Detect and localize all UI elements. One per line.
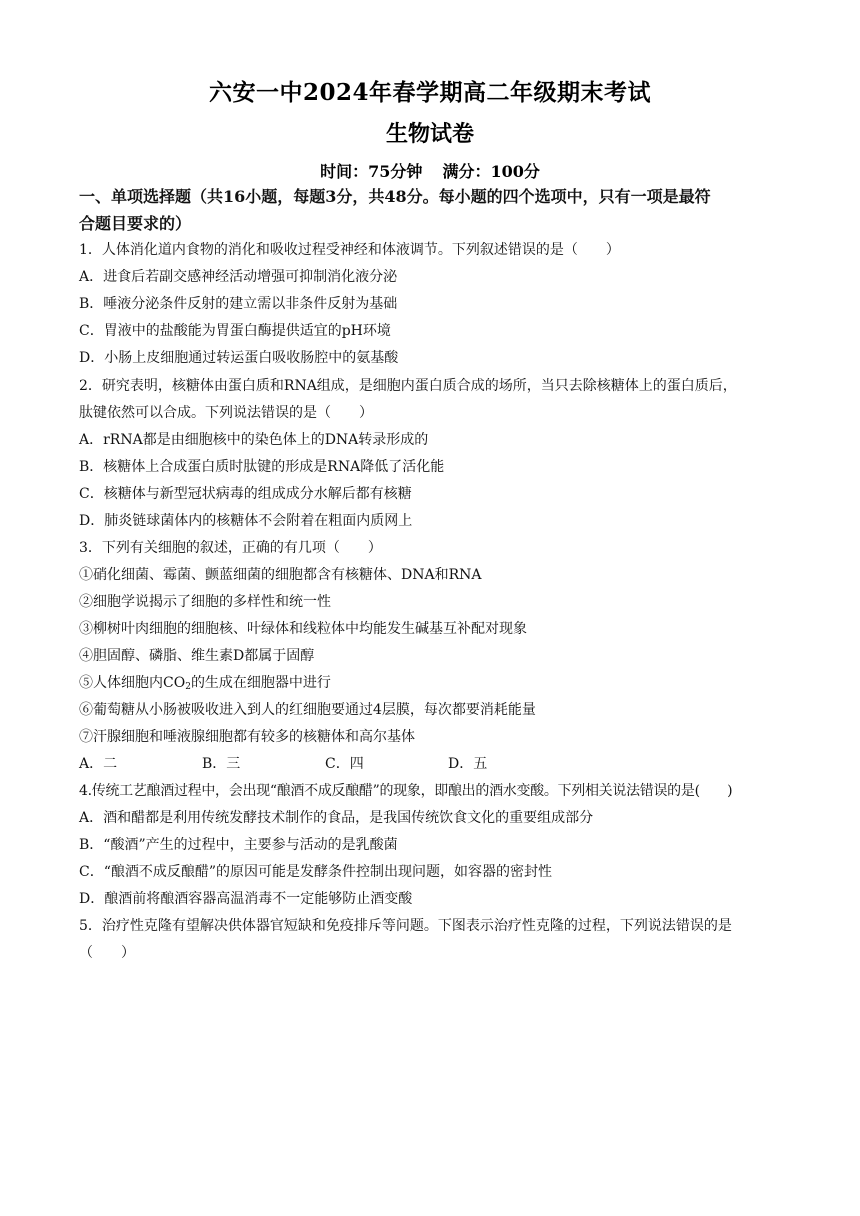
exam-info xyxy=(0,159,860,182)
q1-stem: 1．人体消化道内食物的消化和吸收过程受神经和体液调节。下列叙述错误的是（ ） xyxy=(79,242,620,258)
q3-stem: 3．下列有关细胞的叙述，正确的有几项（ ） xyxy=(79,540,382,556)
q4-option-c: C．“酿酒不成反酿醋”的原因可能是发酵条件控制出现问题，如容器的密封性 xyxy=(79,864,553,880)
q4-option-d: D．酿酒前将酿酒容器高温消毒不一定能够防止酒变酸 xyxy=(79,891,413,907)
q3-statement-5-subscript: 2 xyxy=(185,682,191,692)
section-heading xyxy=(79,183,785,237)
q2-option-d: D．肺炎链球菌体内的核糖体不会附着在粗面内质网上 xyxy=(79,513,413,529)
q3-option-d: D．五 xyxy=(448,756,488,772)
q2-stem: 2．研究表明，核糖体由蛋白质和RNA组成，是细胞内蛋白质合成的场所，当只去除核糖体上的蛋白质后， xyxy=(79,378,737,394)
q2-stem: 肽键依然可以合成。下列说法错误的是（ ） xyxy=(79,405,373,421)
q1-option-d: D．小肠上皮细胞通过转运蛋白吸收肠腔中的氨基酸 xyxy=(79,350,399,366)
q4-option-b: B．“酸酒”产生的过程中，主要参与活动的是乳酸菌 xyxy=(79,837,398,853)
section-heading-line: 一、单项选择题（共16小题，每题3分，共48分。每小题的四个选项中，只有一项是最符 xyxy=(79,187,711,206)
q2-option-b: B．核糖体上合成蛋白质时肽键的形成是RNA降低了活化能 xyxy=(79,459,445,475)
exam-title: 六安一中2024年春学期高二年级期末考试 xyxy=(208,79,651,106)
q4-option-a: A．酒和醋都是利用传统发酵技术制作的食品，是我国传统饮食文化的重要组成部分 xyxy=(79,810,594,826)
exam-score: 满分：100分 xyxy=(442,162,540,181)
q3-statement-2: ②细胞学说揭示了细胞的多样性和统一性 xyxy=(79,594,331,610)
q3-statement-5-text: 的生成在细胞器中进行 xyxy=(190,675,331,691)
q1-option-a: A．进食后若副交感神经活动增强可抑制消化液分泌 xyxy=(79,269,398,285)
q3-statement-3: ③柳树叶肉细胞的细胞核、叶绿体和线粒体中均能发生碱基互补配对现象 xyxy=(79,621,527,637)
q1-option-b: B．唾液分泌条件反射的建立需以非条件反射为基础 xyxy=(79,296,398,312)
q5-stem: （ ） xyxy=(79,945,135,961)
q3-statement-1: ①硝化细菌、霉菌、颤蓝细菌的细胞都含有核糖体、DNA和RNA xyxy=(79,567,482,583)
q3-statement-6: ⑥葡萄糖从小肠被吸收进入到人的红细胞要通过4层膜，每次都要消耗能量 xyxy=(79,702,536,718)
q3-statement-5 xyxy=(79,673,789,697)
q3-option-c: C．四 xyxy=(325,756,364,772)
exam-time: 时间：75分钟 xyxy=(320,162,423,181)
q2-option-c: C．核糖体与新型冠状病毒的组成成分水解后都有核糖 xyxy=(79,486,412,502)
q3-statement-4: ④胆固醇、磷脂、维生素D都属于固醇 xyxy=(79,648,315,664)
q3-statement-5-text: ⑤人体细胞内CO xyxy=(79,675,186,691)
q2-option-a: A．rRNA都是由细胞核中的染色体上的DNA转录形成的 xyxy=(79,432,429,448)
q4-stem: 4.传统工艺酿酒过程中，会出现“酿酒不成反酿醋”的现象，即酿出的酒水变酸。下列相关说法错误的是( ) xyxy=(79,783,733,799)
q5-stem: 5．治疗性克隆有望解决供体器官短缺和免疫排斥等问题。下图表示治疗性克隆的过程，下列说法错误的是 xyxy=(79,918,732,934)
q3-statement-7: ⑦汗腺细胞和唾液腺细胞都有较多的核糖体和高尔基体 xyxy=(79,729,415,745)
q3-option-a: A．二 xyxy=(79,756,118,772)
section-heading-line: 合题目要求的） xyxy=(79,214,192,233)
q3-options xyxy=(79,754,789,774)
subject-title: 生物试卷 xyxy=(385,121,474,147)
q1-option-c: C．胃液中的盐酸能为胃蛋白酶提供适宜的pH环境 xyxy=(79,323,391,339)
q3-option-b: B．三 xyxy=(202,756,241,772)
